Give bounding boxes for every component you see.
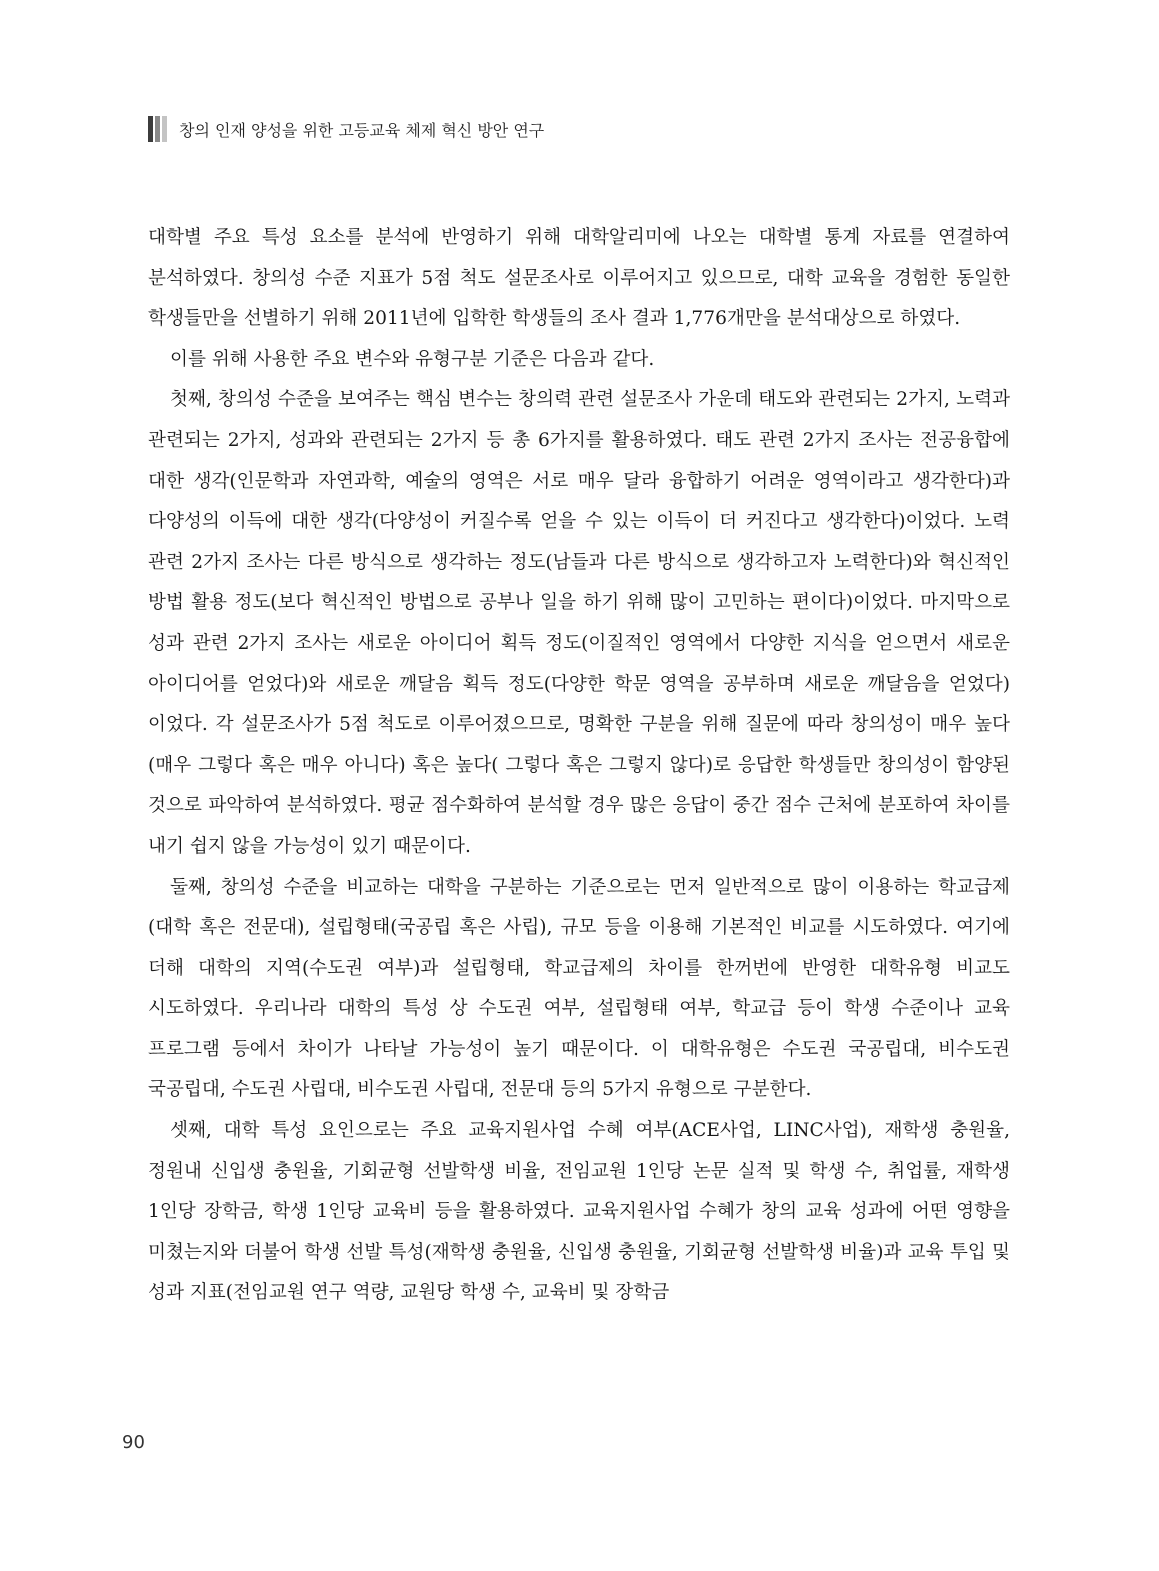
header-bar-dark [148, 116, 153, 142]
header-bar-light [162, 116, 167, 142]
body-text [148, 218, 1010, 1314]
paragraph-third-criterion: 셋째, 대학 특성 요인으로는 주요 교육지원사업 수혜 여부(ACE사업, LINC사업), 재학생 충원율, 정원내 신입생 충원율, 기회균형 선발학생 비율, 전임교원 1인당 논문 실적 및 학생 수, 취업률, 재학생 1인당 장학금, 학생 1인당 교육비 등을 활용하였다. 교육지원사업 수혜가 창의 교육 성과에 어떤 영향을 미쳤는지와 더불어 학생 선발 특성(재학생 충원율, 신입생 충원율, 기회균형 선발학생 비율)과 교육 투입 및 성과 지표(전임교원 연구 역량, 교원당 학생 수, 교육비 및 장학금 [148, 1120, 1010, 1304]
paragraph-intro: 대학별 주요 특성 요소를 분석에 반영하기 위해 대학알리미에 나오는 대학별 통계 자료를 연결하여 분석하였다. 창의성 수준 지표가 5점 척도 설문조사로 이루어지고 있으므로, 대학 교육을 경험한 동일한 학생들만을 선별하기 위해 2011년에 입학한 학생들의 조사 결과 1,776개만을 분석대상으로 하였다. [148, 227, 1010, 330]
header-title: 창의 인재 양성을 위한 고등교육 체제 혁신 방안 연구 [179, 120, 545, 140]
page-number: 90 [122, 1432, 145, 1453]
header-bar-mid [155, 116, 160, 142]
running-header [148, 116, 544, 142]
paragraph-variables-intro: 이를 위해 사용한 주요 변수와 유형구분 기준은 다음과 같다. [170, 348, 655, 370]
paragraph-first-criterion: 첫째, 창의성 수준을 보여주는 핵심 변수는 창의력 관련 설문조사 가운데 태도와 관련되는 2가지, 노력과 관련되는 2가지, 성과와 관련되는 2가지 등 총 6가지를 활용하였다. 태도 관련 2가지 조사는 전공융합에 대한 생각(인문학과 자연과학, 예술의 영역은 서로 매우 달라 융합하기 어려운 영역이라고 생각한다)과 다양성의 이득에 대한 생각(다양성이 커질수록 얻을 수 있는 이득이 더 커진다고 생각한다)이었다. 노력 관련 2가지 조사는 다른 방식으로 생각하는 정도(남들과 다른 방식으로 생각하고자 노력한다)와 혁신적인 방법 활용 정도(보다 혁신적인 방법으로 공부나 일을 하기 위해 많이 고민하는 편이다)이었다. 마지막으로 성과 관련 2가지 조사는 새로운 아이디어 획득 정도(이질적인 영역에서 다양한 지식을 얻으면서 새로운 아이디어를 얻었다)와 새로운 깨달음 획득 정도(다양한 학문 영역을 공부하며 새로운 깨달음을 얻었다)이었다. 각 설문조사가 5점 척도로 이루어졌으므로, 명확한 구분을 위해 질문에 따라 창의성이 매우 높다(매우 그렇다 혹은 매우 아니다) 혹은 높다( 그렇다 혹은 그렇지 않다)로 응답한 학생들만 창의성이 함양된 것으로 파악하여 분석하였다. 평균 점수화하여 분석할 경우 많은 응답이 중간 점수 근처에 분포하여 차이를 내기 쉽지 않을 가능성이 있기 때문이다. [148, 389, 1011, 857]
header-bar-mark [148, 116, 169, 142]
paragraph-second-criterion: 둘째, 창의성 수준을 비교하는 대학을 구분하는 기준으로는 먼저 일반적으로 많이 이용하는 학교급제(대학 혹은 전문대), 설립형태(국공립 혹은 사립), 규모 등을 이용해 기본적인 비교를 시도하였다. 여기에 더해 대학의 지역(수도권 여부)과 설립형태, 학교급제의 차이를 한꺼번에 반영한 대학유형 비교도 시도하였다. 우리나라 대학의 특성 상 수도권 여부, 설립형태 여부, 학교급 등이 학생 수준이나 교육 프로그램 등에서 차이가 나타날 가능성이 높기 때문이다. 이 대학유형은 수도권 국공립대, 비수도권 국공립대, 수도권 사립대, 비수도권 사립대, 전문대 등의 5가지 유형으로 구분한다. [148, 876, 1010, 1101]
